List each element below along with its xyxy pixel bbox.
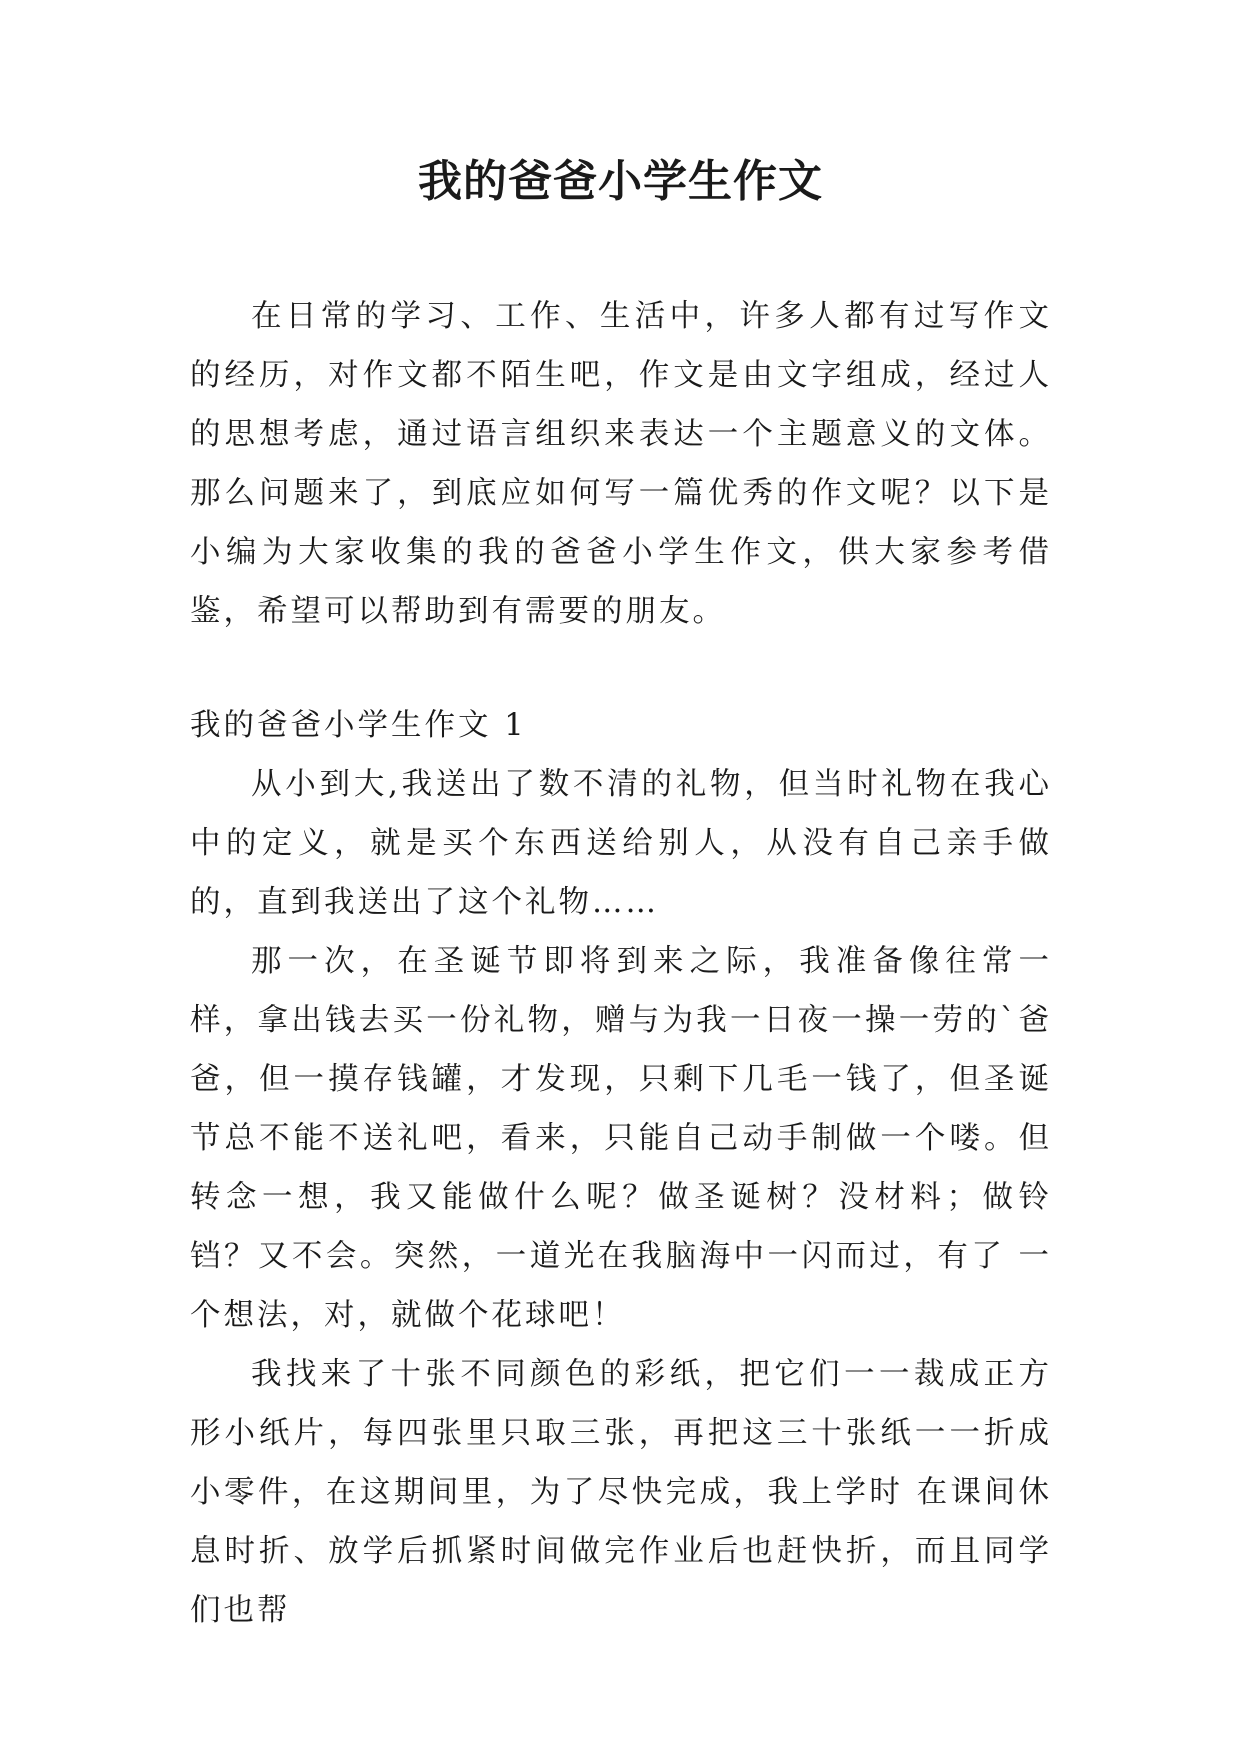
essay-heading: 我的爸爸小学生作文 1 (190, 708, 527, 743)
essay-paragraph: 从小到大,我送出了数不清的礼物，但当时礼物在我心中的定义，就是买个东西送给别人，从没有自己亲手做的，直到我送出了这个礼物…… (190, 767, 1052, 920)
intro-section (190, 287, 1052, 641)
intro-paragraph: 在日常的学习、工作、生活中，许多人都有过写作文的经历，对作文都不陌生吧，作文是由文字组成，经过人的思想考虑，通过语言组织来表达一个主题意义的文体。那么问题来了，到底应如何写一篇优秀的作文呢？以下是小编为大家收集的我的爸爸小学生作文，供大家参考借鉴，希望可以帮助到有需要的朋友。 (190, 299, 1052, 629)
essay-paragraph: 那一次，在圣诞节即将到来之际，我准备像往常一样，拿出钱去买一份礼物，赠与为我一日夜一操一劳的`爸爸，但一摸存钱罐，才发现，只剩下几毛一钱了，但圣诞节总不能不送礼吧，看来，只能自己动手制做一个喽。但转念一想，我又能做什么呢？做圣诞树？没材料；做铃铛？又不会。突然，一道光在我脑海中一闪而过，有了 一个想法，对，就做个花球吧！ (190, 944, 1052, 1333)
page-title: 我的爸爸小学生作文 (418, 156, 823, 207)
essay-section (190, 696, 1052, 1640)
essay-paragraph: 我找来了十张不同颜色的彩纸，把它们一一裁成正方形小纸片，每四张里只取三张，再把这三十张纸一一折成小零件，在这期间里，为了尽快完成，我上学时 在课间休息时折、放学后抓紧时间做完作业后也赶快折，而且同学们也帮 (190, 1357, 1052, 1628)
